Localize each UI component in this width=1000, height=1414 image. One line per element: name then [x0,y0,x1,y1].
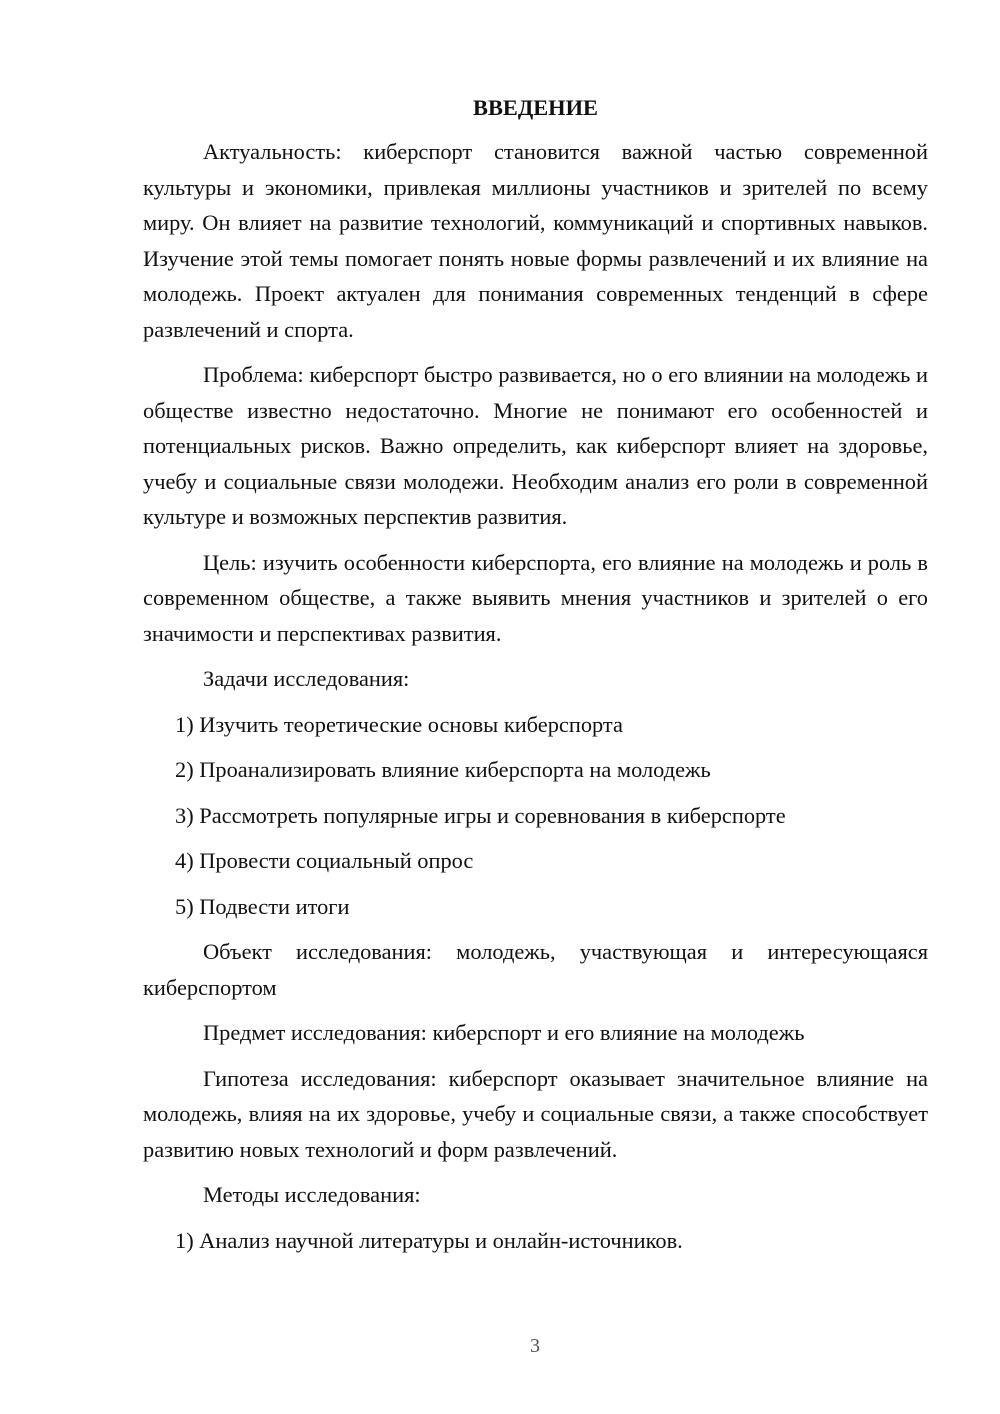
task-item-3: 3) Рассмотреть популярные игры и соревнования в киберспорте [175,802,786,828]
goal-paragraph: Цель: изучить особенности киберспорта, его влияние на молодежь и роль в современном обществе, а также выявить мнения участников и зрителей о его значимости и перспективах развития. [143,549,928,646]
hypothesis-paragraph: Гипотеза исследования: киберспорт оказывает значительное влияние на молодежь, влияя на их здоровье, учебу и социальные связи, а также способствует развитию новых технологий и форм развлечений. [143,1065,928,1162]
task-item-1: 1) Изучить теоретические основы киберспорта [175,711,623,737]
object-paragraph: Объект исследования: молодежь, участвующая и интересующаяся киберспортом [143,939,928,1000]
section-heading: ВВЕДЕНИЕ [473,95,598,120]
tasks-heading: Задачи исследования: [203,666,410,691]
method-item-1: 1) Анализ научной литературы и онлайн-источников. [175,1227,683,1253]
relevance-paragraph: Актуальность: киберспорт становится важной частью современной культуры и экономики, привлекая миллионы участников и зрителей по всему миру. Он влияет на развитие технологий, коммуникаций и спортивных навыков. Изучение этой темы помогает понять новые формы развлечений и их влияние на молодежь. Проект актуален для понимания современных тенденций в сфере развлечений и спорта. [143,139,928,342]
methods-heading: Методы исследования: [203,1182,421,1207]
page-content [143,92,928,1268]
subject-paragraph: Предмет исследования: киберспорт и его влияние на молодежь [203,1020,805,1045]
task-item-5: 5) Подвести итоги [175,893,350,919]
task-item-4: 4) Провести социальный опрос [175,848,474,873]
task-item-2: 2) Проанализировать влияние киберспорта на молодежь [175,757,711,782]
page-number: 3 [530,1335,540,1357]
problem-paragraph: Проблема: киберспорт быстро развивается, но о его влиянии на молодежь и обществе известно недостаточно. Многие не понимают его особенностей и потенциальных рисков. Важно определить, как киберспорт влияет на здоровье, учебу и социальные связи молодежи. Необходим анализ его роли в современной культуре и возможных перспектив развития. [143,362,928,529]
